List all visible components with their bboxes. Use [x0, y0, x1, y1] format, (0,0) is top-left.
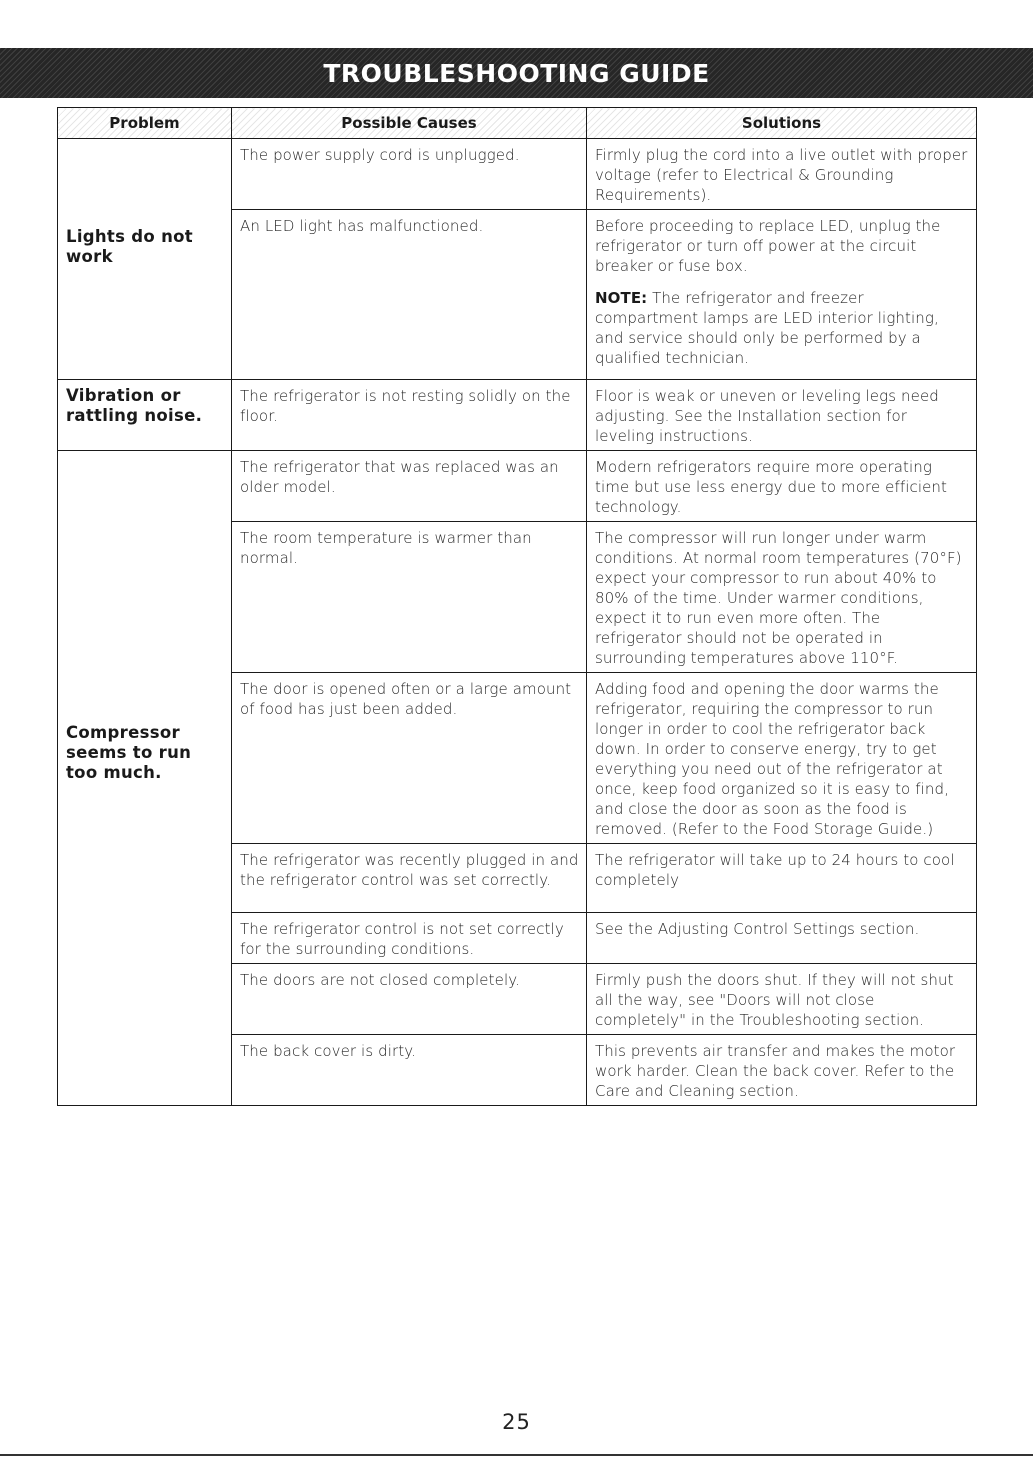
table-row — [58, 139, 977, 210]
solution-cell: Modern refrigerators require more operating time but use less energy due to more efficient technology. — [587, 451, 977, 522]
note-label: NOTE: — [595, 289, 648, 307]
cause-cell: The refrigerator is not resting solidly on the floor. — [232, 380, 587, 451]
solution-cell — [587, 210, 977, 380]
cause-cell: The refrigerator that was replaced was an older model. — [232, 451, 587, 522]
solution-text: Before proceeding to replace LED, unplug the refrigerator or turn off power at the circuit breaker or fuse box. — [595, 217, 941, 275]
problem-vibration: Vibration or rattling noise. — [58, 380, 232, 451]
problem-compressor: Compressor seems to run too much. — [58, 451, 232, 1106]
cause-cell: An LED light has malfunctioned. — [232, 210, 587, 380]
cause-cell: The room temperature is warmer than normal. — [232, 522, 587, 673]
cause-cell: The power supply cord is unplugged. — [232, 139, 587, 210]
solution-cell: See the Adjusting Control Settings section. — [587, 913, 977, 964]
cause-cell: The doors are not closed completely. — [232, 964, 587, 1035]
cause-cell: The back cover is dirty. — [232, 1035, 587, 1106]
problem-lights: Lights do not work — [58, 139, 232, 380]
column-header-problem: Problem — [58, 108, 232, 139]
solution-cell: Adding food and opening the door warms the refrigerator, requiring the compressor to run longer in order to cool the refrigerator back down. In order to conserve energy, try to get everything you need out of the refrigerator at once, keep food organized so it is easy to find, and close the door as soon as the food is removed. (Refer to the Food Storage Guide.) — [587, 673, 977, 844]
solution-cell: Firmly push the doors shut. If they will not shut all the way, see "Doors will not close completely" in the Troubleshooting section. — [587, 964, 977, 1035]
column-header-causes: Possible Causes — [232, 108, 587, 139]
page-title: TROUBLESHOOTING GUIDE — [323, 58, 710, 88]
cause-cell: The refrigerator was recently plugged in and the refrigerator control was set correctly. — [232, 844, 587, 913]
troubleshooting-table — [57, 107, 977, 1106]
note-text: The refrigerator and freezer compartment lamps are LED interior lighting, and service should only be performed by a qualified technician. — [595, 289, 939, 367]
table-header-row — [58, 108, 977, 139]
column-header-solutions: Solutions — [587, 108, 977, 139]
solution-cell: Firmly plug the cord into a live outlet with proper voltage (refer to Electrical & Grounding Requirements). — [587, 139, 977, 210]
solution-cell: The refrigerator will take up to 24 hours to cool completely — [587, 844, 977, 913]
note-block — [595, 288, 970, 368]
solution-cell: The compressor will run longer under warm conditions. At normal room temperatures (70°F) expect your compressor to run about 40% to 80% of the time. Under warmer conditions, expect it to run even more often. The refrigerator should not be operated in surrounding temperatures above 110°F. — [587, 522, 977, 673]
header-banner — [0, 48, 1033, 98]
bottom-rule — [0, 1454, 1033, 1456]
solution-cell: Floor is weak or uneven or leveling legs need adjusting. See the Installation section for leveling instructions. — [587, 380, 977, 451]
cause-cell: The door is opened often or a large amount of food has just been added. — [232, 673, 587, 844]
table-row — [58, 451, 977, 522]
cause-cell: The refrigerator control is not set correctly for the surrounding conditions. — [232, 913, 587, 964]
table-row — [58, 380, 977, 451]
solution-cell: This prevents air transfer and makes the motor work harder. Clean the back cover. Refer to the Care and Cleaning section. — [587, 1035, 977, 1106]
page-number: 25 — [502, 1410, 531, 1434]
